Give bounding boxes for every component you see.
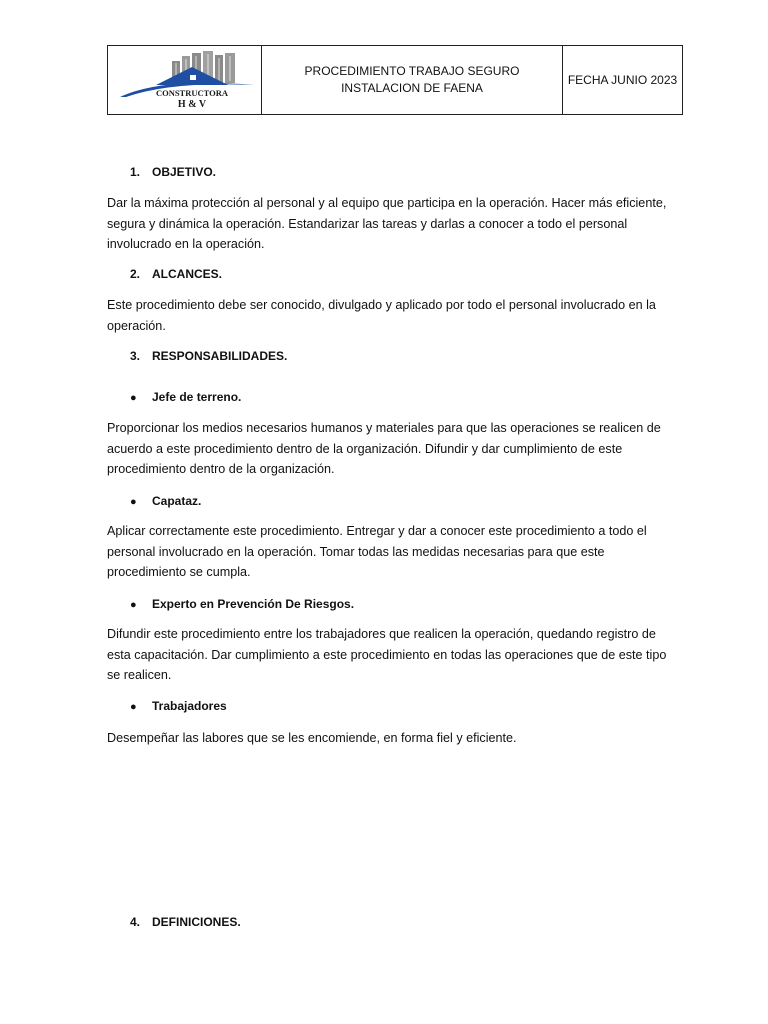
section-heading-responsabilidades [130,349,287,363]
section-title: RESPONSABILIDADES. [152,349,288,363]
role-title: Experto en Prevención De Riesgos. [152,597,355,611]
document-title: PROCEDIMIENTO TRABAJO SEGURO INSTALACION DE FAENA [262,46,563,114]
logo-wordmark: CONSTRUCTORA [155,88,228,98]
section-heading-objetivo [130,165,216,179]
bullet-icon: ● [130,496,137,508]
bullet-icon: ● [130,701,137,713]
document-header-table [107,45,683,115]
paragraph-alcances: Este procedimiento debe ser conocido, divulgado y aplicado por todo el personal involucrado en la operación. [107,298,656,333]
section-heading-definiciones [130,915,241,929]
paragraph-trabajadores: Desempeñar las labores que se les encomiende, en forma fiel y eficiente. [107,731,517,745]
paragraph-jefe-de-terreno: Proporcionar los medios necesarios humanos y materiales para que las operaciones se realicen de acuerdo a este procedimiento dentro de la organización. Difundir y dar cumplimiento de este procedimiento dentro de la organización. [107,421,661,476]
bullet-icon: ● [130,392,137,404]
section-number: 4. [130,915,141,929]
section-number: 2. [130,267,141,281]
section-title: DEFINICIONES. [152,915,241,929]
role-heading-capataz [130,494,201,508]
role-title: Jefe de terreno. [152,390,242,404]
company-logo [112,47,258,113]
paragraph-capataz: Aplicar correctamente este procedimiento. Entregar y dar a conocer este procedimiento a todo el personal involucrado en la operación. Tomar todas las medidas necesarias para que este procedimiento se cumpla. [107,524,647,579]
logo-initials: H & V [177,99,206,110]
company-logo-cell [108,46,262,114]
document-date: FECHA JUNIO 2023 [567,73,678,87]
role-title: Capataz. [152,494,202,508]
role-title: Trabajadores [152,699,227,713]
role-heading-jefe-de-terreno [130,390,241,404]
section-number: 1. [130,165,141,179]
paragraph-experto-prevencion: Difundir este procedimiento entre los trabajadores que realicen la operación, quedando registro de esta capacitación. Dar cumplimiento a este procedimiento en todas las operaciones que de este tipo se realicen. [107,627,667,682]
section-title: OBJETIVO. [152,165,217,179]
paragraph-objetivo: Dar la máxima protección al personal y al equipo que participa en la operación. Hacer más eficiente, segura y dinámica la operación. Estandarizar las tareas y darlas a conocer a todo el personal involucrado en la operación. [107,196,667,251]
role-heading-trabajadores [130,699,227,713]
role-heading-experto-prevencion [130,597,354,611]
bullet-icon: ● [130,599,137,611]
section-number: 3. [130,349,141,363]
section-title: ALCANCES. [152,267,223,281]
section-heading-alcances [130,267,222,281]
